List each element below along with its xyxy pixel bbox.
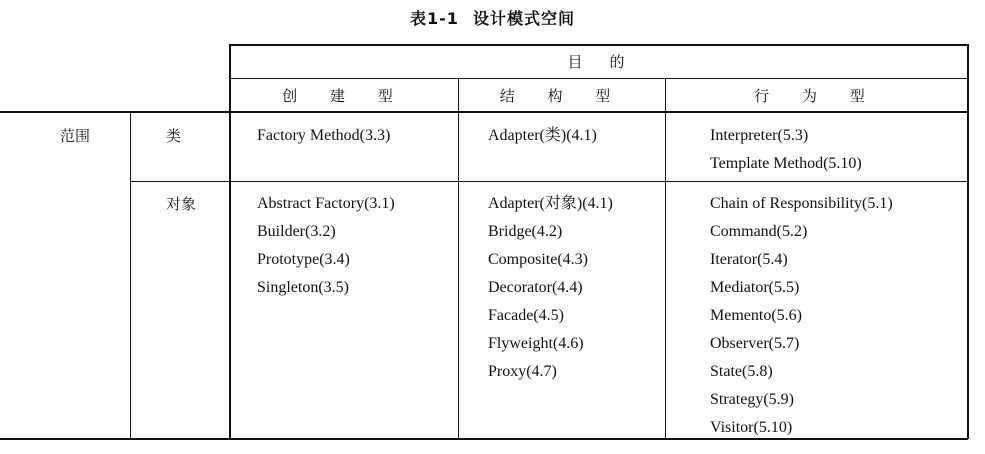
creational-header: 创 建 型 xyxy=(282,87,407,105)
header-bottom-border xyxy=(0,111,968,113)
pattern-item: Abstract Factory(3.1) xyxy=(257,195,395,212)
pattern-item: Decorator(4.4) xyxy=(488,279,583,296)
pattern-item: Observer(5.7) xyxy=(710,335,800,352)
scope-object-label: 对象 xyxy=(166,195,197,213)
pattern-item: Mediator(5.5) xyxy=(710,279,800,296)
pattern-item: Adapter(对象)(4.1) xyxy=(488,195,613,212)
pattern-item: Builder(3.2) xyxy=(257,223,336,240)
class-behavioral-cell xyxy=(710,122,862,178)
table-number: 表1-1 xyxy=(410,9,459,28)
pattern-item: Command(5.2) xyxy=(710,223,808,240)
pattern-item: Composite(4.3) xyxy=(488,251,588,268)
pattern-item: Factory Method(3.3) xyxy=(257,127,391,144)
scope-class-label: 类 xyxy=(166,127,182,145)
pattern-item: Flyweight(4.6) xyxy=(488,335,584,352)
pattern-item: Chain of Responsibility(5.1) xyxy=(710,195,893,212)
table-right-border xyxy=(967,44,969,439)
class-structural-cell xyxy=(488,122,597,150)
structural-header: 结 构 型 xyxy=(499,87,625,105)
pattern-item: Bridge(4.2) xyxy=(488,223,563,240)
pattern-item: State(5.8) xyxy=(710,363,773,380)
scope-label: 范围 xyxy=(60,127,91,145)
pattern-item: Adapter(类)(4.1) xyxy=(488,127,597,144)
pattern-item: Facade(4.5) xyxy=(488,307,564,324)
purpose-header: 目 的 xyxy=(567,53,631,71)
header-divider xyxy=(230,78,968,79)
object-structural-cell xyxy=(488,190,613,386)
pattern-item: Singleton(3.5) xyxy=(257,279,349,296)
pattern-item: Proxy(4.7) xyxy=(488,363,557,380)
scope-column-divider xyxy=(130,111,131,439)
structural-behavioral-divider xyxy=(665,78,666,439)
creational-structural-divider xyxy=(458,78,459,439)
pattern-item: Interpreter(5.3) xyxy=(710,127,809,144)
table-top-border xyxy=(230,44,968,46)
pattern-item: Visitor(5.10) xyxy=(710,419,793,436)
pattern-item: Iterator(5.4) xyxy=(710,251,788,268)
pattern-item: Prototype(3.4) xyxy=(257,251,350,268)
class-creational-cell xyxy=(257,122,390,150)
pattern-item: Memento(5.6) xyxy=(710,307,802,324)
table-title-text: 设计模式空间 xyxy=(472,9,575,28)
class-row-divider xyxy=(130,181,968,182)
object-behavioral-cell xyxy=(710,190,893,442)
behavioral-header: 行 为 型 xyxy=(754,87,879,105)
table-title xyxy=(0,6,985,29)
pattern-item: Template Method(5.10) xyxy=(710,155,862,172)
object-creational-cell xyxy=(257,190,395,302)
pattern-item: Strategy(5.9) xyxy=(710,391,794,408)
